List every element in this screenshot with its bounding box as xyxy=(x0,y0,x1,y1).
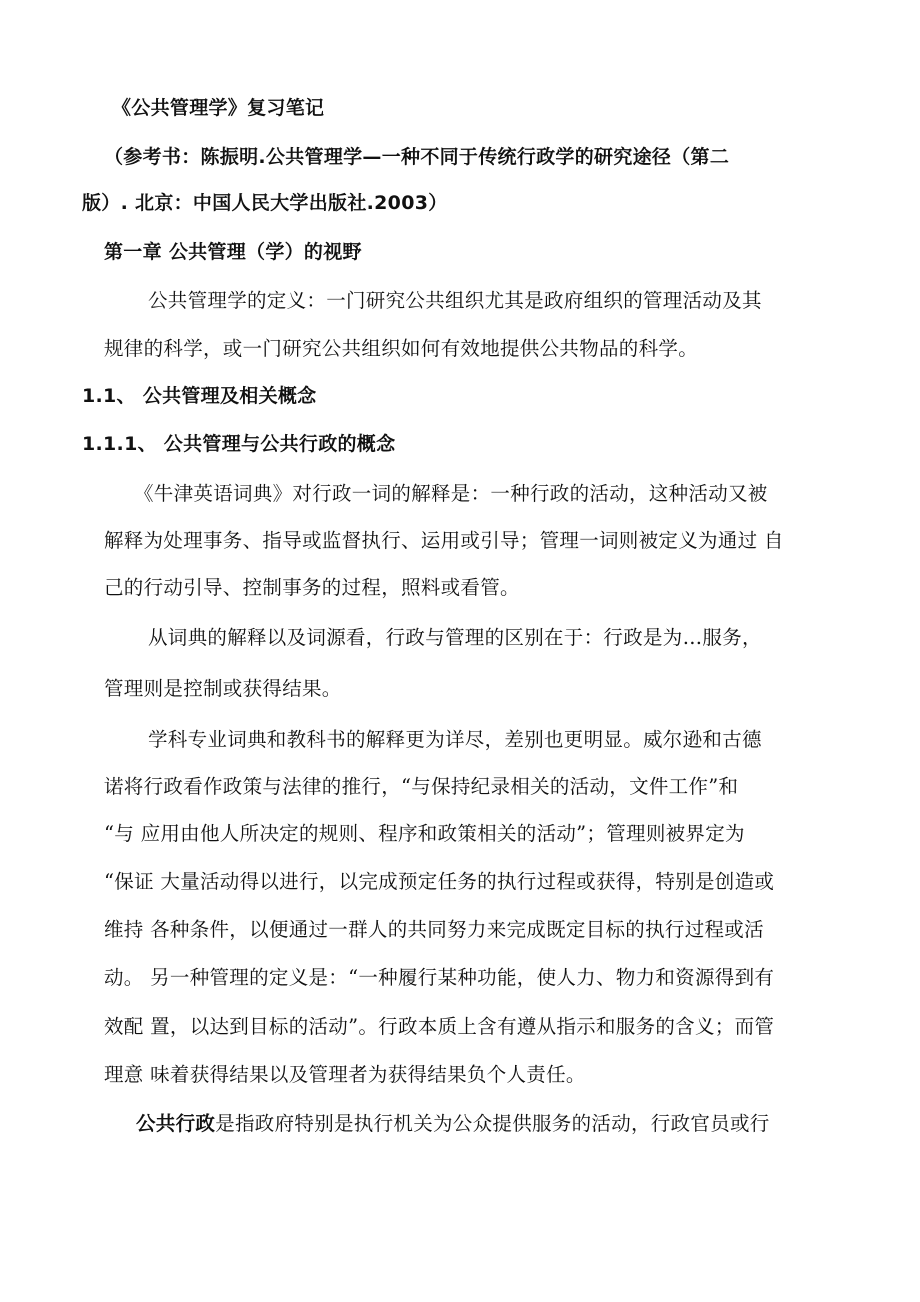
paragraph-3-line-4: “保证 大量活动得以进行，以完成预定任务的执行过程或获得，特别是创造或 xyxy=(104,870,775,893)
paragraph-4-text: 是指政府特别是执行机关为公众提供服务的活动，行政官员或行 xyxy=(215,1112,770,1135)
reference-line-1: （参考书：陈振明.公共管理学—一种不同于传统行政学的研究途径（第二 xyxy=(104,146,730,168)
paragraph-1-line-2: 解释为处理事务、指导或监督执行、运用或引导；管理一词则被定义为通过 自 xyxy=(104,529,784,552)
paragraph-3-line-6: 动。 另一种管理的定义是：“一种履行某种功能，使人力、物力和资源得到有 xyxy=(104,966,775,989)
section-heading-1-1-1: 1.1.1、 公共管理与公共行政的概念 xyxy=(82,433,396,455)
paragraph-3-line-7: 效配 置，以达到目标的活动”。行政本质上含有遵从指示和服务的含义；而管 xyxy=(104,1015,775,1038)
paragraph-3-line-8: 理意 味着获得结果以及管理者为获得结果负个人责任。 xyxy=(104,1063,586,1086)
paragraph-1-line-3: 己的行动引导、控制事务的过程，照料或看管。 xyxy=(104,576,520,599)
chapter-heading: 第一章 公共管理（学）的视野 xyxy=(104,241,362,263)
document-title: 《公共管理学》复习笔记 xyxy=(112,97,325,119)
paragraph-3-line-1: 学科专业词典和教科书的解释更为详尽，差别也更明显。威尔逊和古德 xyxy=(148,728,762,751)
term-public-administration: 公共行政 xyxy=(136,1112,216,1135)
reference-line-2: 版）. 北京：中国人民大学出版社.2003） xyxy=(82,192,448,214)
paragraph-2-line-2: 管理则是控制或获得结果。 xyxy=(104,677,342,700)
section-heading-1-1: 1.1、 公共管理及相关概念 xyxy=(82,385,317,407)
paragraph-2-line-1: 从词典的解释以及词源看，行政与管理的区别在于：行政是为…服务， xyxy=(148,626,762,649)
paragraph-3-line-3: “与 应用由他人所决定的规则、程序和政策相关的活动”；管理则被界定为 xyxy=(104,822,745,845)
paragraph-3-line-5: 维持 各种条件，以便通过一群人的共同努力来完成既定目标的执行过程或活 xyxy=(104,918,764,941)
paragraph-3-line-2: 诺将行政看作政策与法律的推行，“与保持纪录相关的活动，文件工作”和 xyxy=(104,775,739,798)
definition-line-1: 公共管理学的定义：一门研究公共组织尤其是政府组织的管理活动及其 xyxy=(148,289,762,312)
paragraph-4-line-1 xyxy=(136,1110,770,1138)
paragraph-1-line-1: 《牛津英语词典》对行政一词的解释是：一种行政的活动，这种活动又被 xyxy=(134,482,768,505)
definition-line-2: 规律的科学，或一门研究公共组织如何有效地提供公共物品的科学。 xyxy=(104,337,699,360)
